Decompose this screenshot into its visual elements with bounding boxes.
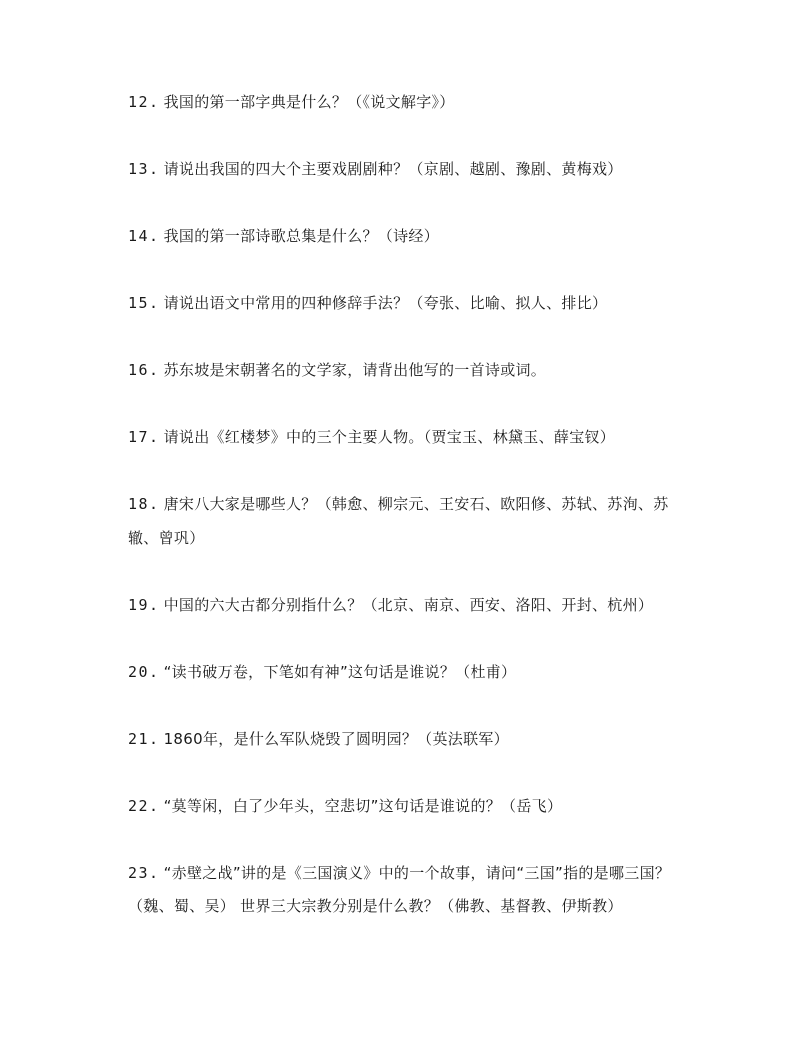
question-item-20 — [128, 656, 673, 690]
question-number: 12. — [128, 93, 160, 111]
question-item-18 — [128, 488, 673, 555]
question-item-17 — [128, 421, 673, 455]
question-text: “莫等闲，白了少年头，空悲切”这句话是谁说的？（岳飞） — [163, 796, 563, 815]
question-text: 苏东坡是宋朝著名的文学家，请背出他写的一首诗或词。 — [163, 361, 547, 379]
question-item-12 — [128, 86, 673, 120]
question-text: 请说出我国的四大个主要戏剧剧种？（京剧、越剧、豫剧、黄梅戏） — [163, 160, 623, 178]
question-item-13 — [128, 153, 673, 187]
question-number: 17. — [128, 428, 160, 446]
question-text: “赤壁之战”讲的是《三国演义》中的一个故事，请问“三国”指的是哪三国？（魏、蜀、吴） 世界三大宗教分别是什么教？（佛教、基督教、伊斯教） — [128, 863, 671, 915]
question-list — [128, 86, 673, 957]
question-number: 15. — [128, 294, 160, 312]
question-item-22 — [128, 790, 673, 824]
question-item-16 — [128, 354, 673, 388]
question-number: 16. — [128, 361, 160, 379]
question-item-23 — [128, 857, 673, 924]
question-text: 我国的第一部诗歌总集是什么？（诗经） — [163, 227, 439, 245]
question-number: 21. — [128, 729, 160, 748]
question-number: 18. — [128, 495, 160, 513]
question-number: 20. — [128, 662, 160, 681]
question-text: 请说出语文中常用的四种修辞手法？（夸张、比喻、拟人、排比） — [163, 294, 608, 312]
question-item-15 — [128, 287, 673, 321]
question-text: 唐宋八大家是哪些人？（韩愈、柳宗元、王安石、欧阳修、苏轼、苏洵、苏辙、曾巩） — [128, 495, 669, 547]
question-number: 23. — [128, 863, 160, 882]
question-text: 请说出《红楼梦》中的三个主要人物。（贾宝玉、林黛玉、薛宝钗） — [163, 428, 616, 446]
question-item-14 — [128, 220, 673, 254]
question-number: 13. — [128, 160, 160, 178]
question-item-21 — [128, 723, 673, 757]
question-text: 1860年，是什么军队烧毁了圆明园？（英法联军） — [163, 729, 509, 748]
question-item-19 — [128, 589, 673, 623]
question-text: “读书破万卷，下笔如有神”这句话是谁说？（杜甫） — [163, 662, 517, 681]
question-number: 22. — [128, 796, 160, 815]
question-number: 19. — [128, 595, 160, 614]
question-text: 我国的第一部字典是什么？（《说文解字》） — [163, 93, 455, 111]
question-number: 14. — [128, 227, 160, 245]
question-text: 中国的六大古都分别指什么？（北京、南京、西安、洛阳、开封、杭州） — [163, 595, 654, 614]
